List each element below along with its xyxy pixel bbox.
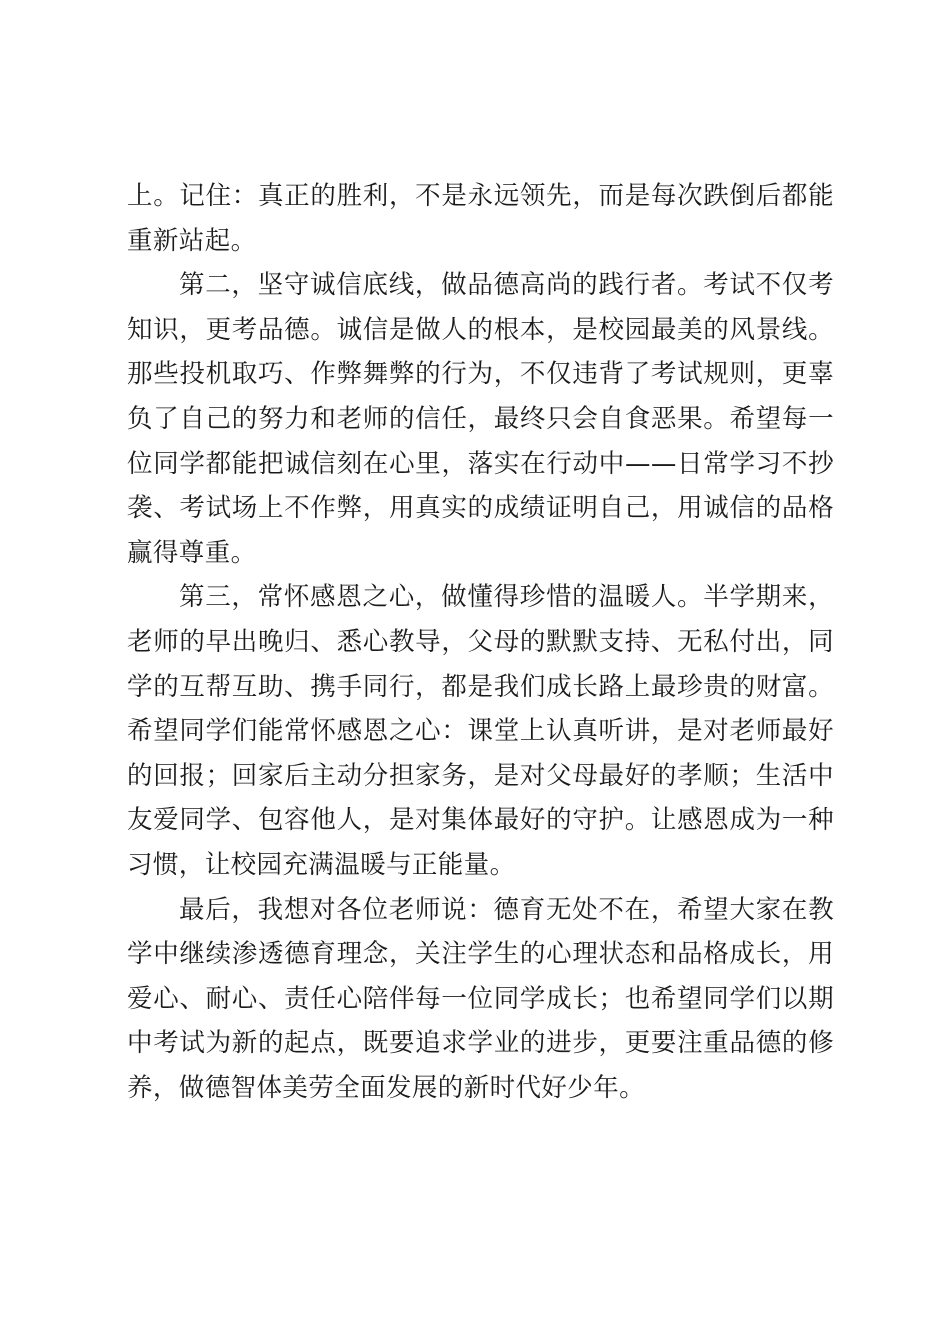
paragraph-conclusion: 最后，我想对各位老师说：德育无处不在，希望大家在教学中继续渗透德育理念，关注学生的心理状态和品格成长，用爱心、耐心、责任心陪伴每一位同学成长；也希望同学们以期中考试为新的起点，既要追求学业的进步，更要注重品德的修养，做德智体美劳全面发展的新时代好少年。: [127, 894, 834, 1103]
paragraph-integrity: 第二，坚守诚信底线，做品德高尚的践行者。考试不仅考知识，更考品德。诚信是做人的根本，是校园最美的风景线。那些投机取巧、作弊舞弊的行为，不仅违背了考试规则，更辜负了自己的努力和老师的信任，最终只会自食恶果。希望每一位同学都能把诚信刻在心里，落实在行动中——日常学习不抄袭、考试场上不作弊，用真实的成绩证明自己，用诚信的品格赢得尊重。: [127, 270, 834, 568]
paragraph-gratitude: 第三，常怀感恩之心，做懂得珍惜的温暖人。半学期来，老师的早出晚归、悉心教导，父母的默默支持、无私付出，同学的互帮互助、携手同行，都是我们成长路上最珍贵的财富。希望同学们能常怀感恩之心：课堂上认真听讲，是对老师最好的回报；回家后主动分担家务，是对父母最好的孝顺；生活中友爱同学、包容他人，是对集体最好的守护。让感恩成为一种习惯，让校园充满温暖与正能量。: [127, 582, 834, 880]
document-page: [127, 174, 834, 1110]
paragraph-continuation: 上。记住：真正的胜利，不是永远领先，而是每次跌倒后都能重新站起。: [127, 181, 834, 256]
